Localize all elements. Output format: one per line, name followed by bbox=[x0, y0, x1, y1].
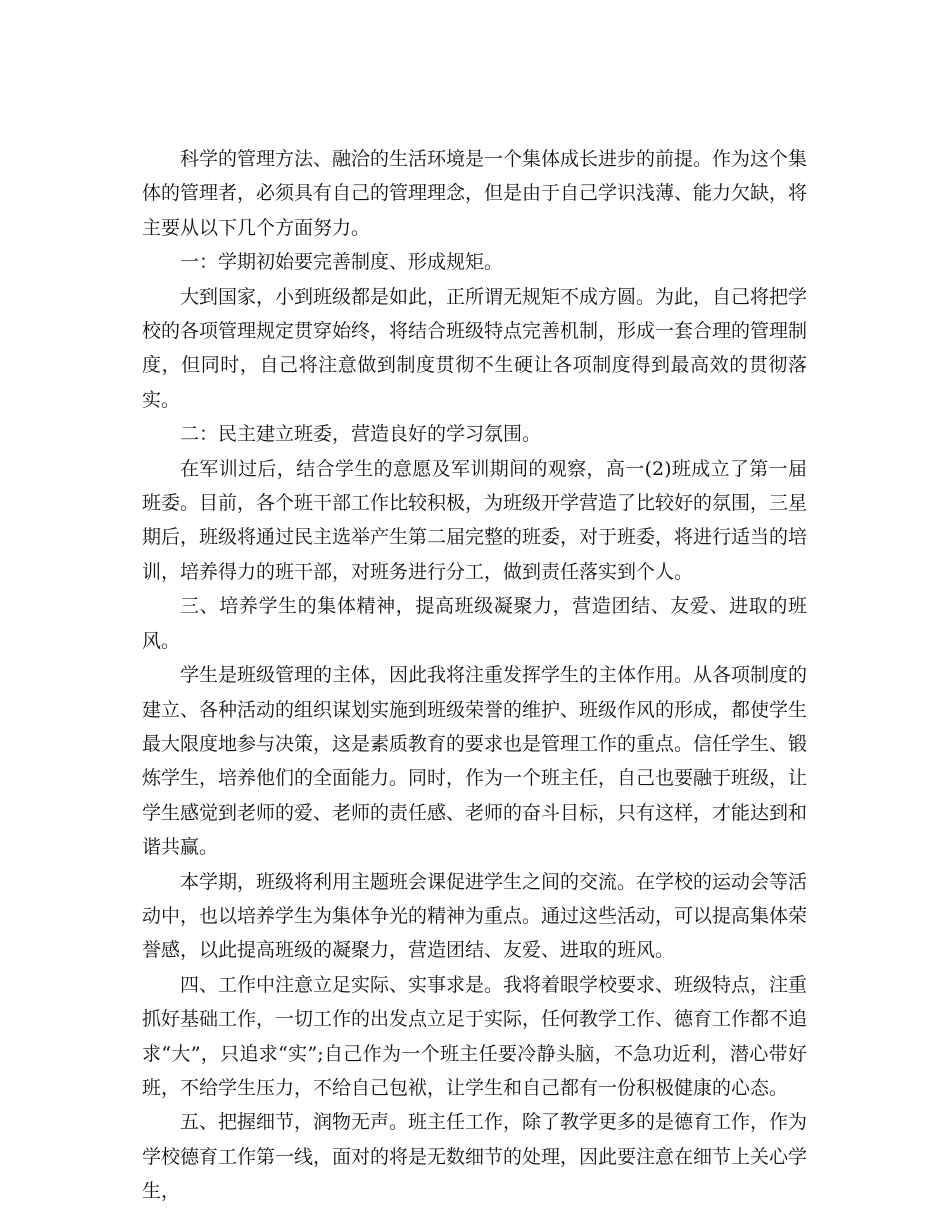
heading-section-2: 二：民主建立班委，营造良好的学习氛围。 bbox=[180, 423, 542, 446]
paragraph-section-4: 四、工作中注意立足实际、实事求是。我将着眼学校要求、班级特点，注重抓好基础工作，一切工作的出发点立足于实际，任何教学工作、德育工作都不追求“大”，只追求“实”;自己作为一个班主任要冷静头脑，不急功近利，潜心带好班，不给学生压力，不给自己包袱，让学生和自己都有一份积极健康的心态。 bbox=[142, 973, 808, 1099]
heading-section-1: 一：学期初始要完善制度、形成规矩。 bbox=[180, 251, 504, 274]
paragraph-section-5: 五、把握细节，润物无声。班主任工作，除了教学更多的是德育工作，作为学校德育工作第一线，面对的将是无数细节的处理，因此要注意在细节上关心学生， bbox=[142, 1111, 808, 1203]
paragraph-intro: 科学的管理方法、融洽的生活环境是一个集体成长进步的前提。作为这个集体的管理者，必须具有自己的管理理念，但是由于自己学识浅薄、能力欠缺，将主要从以下几个方面努力。 bbox=[142, 148, 808, 239]
document-body bbox=[142, 142, 807, 1209]
heading-section-3: 三、培养学生的集体精神，提高班级凝聚力，营造团结、友爱、进取的班风。 bbox=[142, 595, 807, 652]
paragraph-section-1: 大到国家，小到班级都是如此，正所谓无规矩不成方圆。为此，自己将把学校的各项管理规定贯穿始终，将结合班级特点完善机制，形成一套合理的管理制度，但同时，自己将注意做到制度贯彻不生硬让各项制度得到最高效的贯彻落实。 bbox=[142, 285, 808, 411]
paragraph-section-3b: 本学期，班级将利用主题班会课促进学生之间的交流。在学校的运动会等活动中，也以培养学生为集体争光的精神为重点。通过这些活动，可以提高集体荣誉感，以此提高班级的凝聚力，营造团结、友爱、进取的班风。 bbox=[142, 870, 808, 962]
paragraph-section-2: 在军训过后，结合学生的意愿及军训期间的观察，高一(2)班成立了第一届班委。目前，各个班干部工作比较积极，为班级开学营造了比较好的氛围，三星期后，班级将通过民主选举产生第二届完整的班委，对于班委，将进行适当的培训，培养得力的班干部，对班务进行分工，做到责任落实到个人。 bbox=[142, 457, 808, 583]
paragraph-section-3a: 学生是班级管理的主体，因此我将注重发挥学生的主体作用。从各项制度的建立、各种活动的组织谋划实施到班级荣誉的维护、班级作风的形成，都使学生最大限度地参与决策，这是素质教育的要求也是管理工作的重点。信任学生、锻炼学生，培养他们的全面能力。同时，作为一个班主任，自己也要融于班级，让学生感觉到老师的爱、老师的责任感、老师的奋斗目标，只有这样，才能达到和谐共赢。 bbox=[142, 664, 808, 859]
